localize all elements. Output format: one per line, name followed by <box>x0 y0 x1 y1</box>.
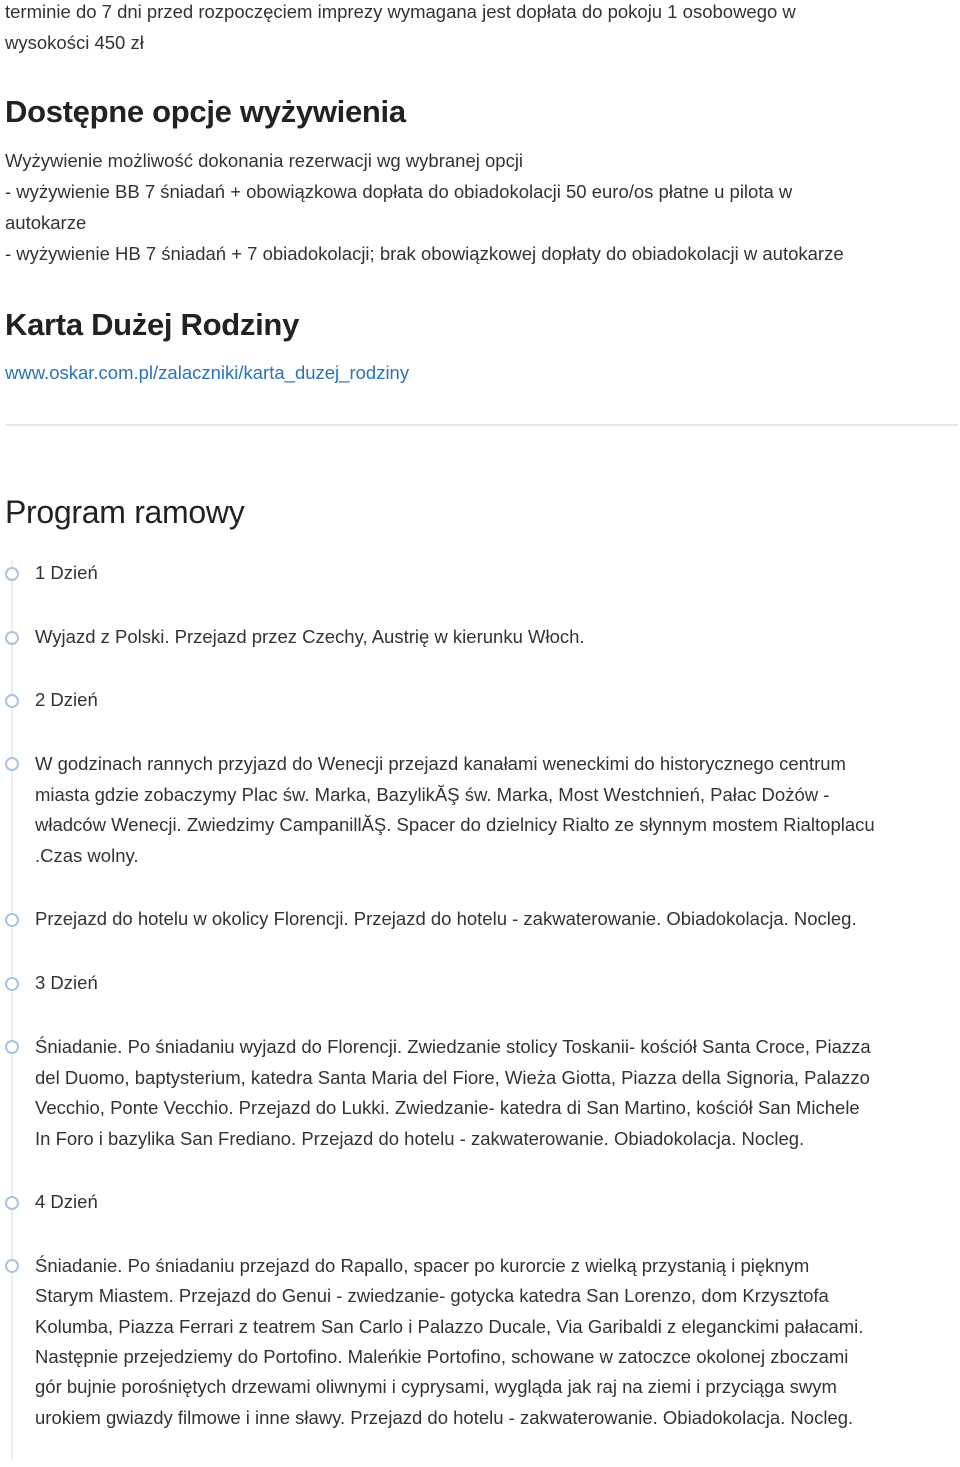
family-card-heading: Karta Dużej Rodziny <box>5 307 300 342</box>
timeline-text-line: Śniadanie. Po śniadaniu przejazd do Rapallo, spacer po kurorcie z wielką przystanią i pięknym <box>35 1255 810 1276</box>
timeline-text-line: del Duomo, baptysterium, katedra Santa Maria del Fiore, Wieża Giotta, Piazza della Signoria, Palazzo <box>35 1067 870 1088</box>
intro-line-1: terminie do 7 dni przed rozpoczęciem imprezy wymagana jest dopłata do pokoju 1 osobowego w <box>5 1 796 22</box>
timeline-text-line: władców Wenecji. Zwiedzimy CampanillĂŞ. Spacer do dzielnicy Rialto ze słynnym mostem Rialtoplacu <box>35 814 875 835</box>
timeline-bullet-icon <box>5 694 19 708</box>
timeline-text-line: Kolumba, Piazza Ferrari z teatrem San Carlo i Palazzo Ducale, Via Garibaldi z eleganckimi pałacami. <box>35 1316 864 1337</box>
timeline-day-label: 1 Dzień <box>35 562 98 583</box>
timeline-day-label: 4 Dzień <box>35 1191 98 1212</box>
timeline-text-line: miasta gdzie zobaczymy Plac św. Marka, BazylikĂŞ św. Marka, Most Westchnień, Pałac Dożów - <box>35 784 830 805</box>
timeline-text-line: W godzinach rannych przyjazd do Wenecji przejazd kanałami weneckimi do historycznego centrum <box>35 753 846 774</box>
family-card-link-wrap <box>5 357 409 388</box>
intro-line-2: wysokości 450 zł <box>5 32 144 53</box>
timeline-bullet-icon <box>5 1259 19 1273</box>
family-card-link[interactable]: www.oskar.com.pl/zalaczniki/karta_duzej_rodziny <box>5 362 410 383</box>
timeline-day-label: 3 Dzień <box>35 972 98 993</box>
timeline-text-line: urokiem gwiazdy filmowe i inne sławy. Przejazd do hotelu - zakwaterowanie. Obiadokolacja. Nocleg. <box>35 1407 854 1428</box>
timeline-bullet-icon <box>5 977 19 991</box>
timeline-text-line: Vecchio, Ponte Vecchio. Przejazd do Lukki. Zwiedzanie- katedra di San Martino, kościół San Michele <box>35 1097 860 1118</box>
program-heading: Program ramowy <box>5 494 245 530</box>
timeline-bullet-icon <box>5 913 19 927</box>
timeline-text-line: Śniadanie. Po śniadaniu wyjazd do Florencji. Zwiedzanie stolicy Toskanii- kościół Santa Croce, Piazza <box>35 1036 871 1057</box>
timeline-bullet-icon <box>5 1196 19 1210</box>
section-divider <box>5 424 958 426</box>
timeline-bullet-icon <box>5 631 19 645</box>
timeline-day-label: 2 Dzień <box>35 689 98 710</box>
timeline-bullet-icon <box>5 757 19 771</box>
meals-line-4: - wyżywienie HB 7 śniadań + 7 obiadokolacji; brak obowiązkowej dopłaty do obiadokolacji w autokarze <box>5 243 844 264</box>
meals-line-1: Wyżywienie możliwość dokonania rezerwacji wg wybranej opcji <box>5 150 524 171</box>
timeline-text-line: In Foro i bazylika San Frediano. Przejazd do hotelu - zakwaterowanie. Obiadokolacja. Nocleg. <box>35 1128 805 1149</box>
timeline-text-line: Przejazd do hotelu w okolicy Florencji. Przejazd do hotelu - zakwaterowanie. Obiadokolacja. Nocleg. <box>35 908 857 929</box>
timeline-bullet-icon <box>5 1040 19 1054</box>
timeline-text-line: Wyjazd z Polski. Przejazd przez Czechy, Austrię w kierunku Włoch. <box>35 626 585 647</box>
timeline-text-line: Starym Miastem. Przejazd do Genui - zwiedzanie- gotycka katedra San Lorenzo, dom Krzysztofa <box>35 1285 829 1306</box>
timeline-text-line: gór bujnie porośniętych drzewami oliwnymi i cyprysami, wygląda jak raj na ziemi i przyciąga swym <box>35 1376 837 1397</box>
timeline-bullet-icon <box>5 567 19 581</box>
meals-heading: Dostępne opcje wyżywienia <box>5 94 406 129</box>
timeline-text-line: .Czas wolny. <box>35 845 139 866</box>
meals-line-2: - wyżywienie BB 7 śniadań + obowiązkowa dopłata do obiadokolacji 50 euro/os płatne u pilota w <box>5 181 793 202</box>
timeline-text-line: Następnie przejedziemy do Portofino. Maleńkie Portofino, schowane w zatoczce okolonej zboczami <box>35 1346 849 1367</box>
meals-line-3: autokarze <box>5 212 87 233</box>
